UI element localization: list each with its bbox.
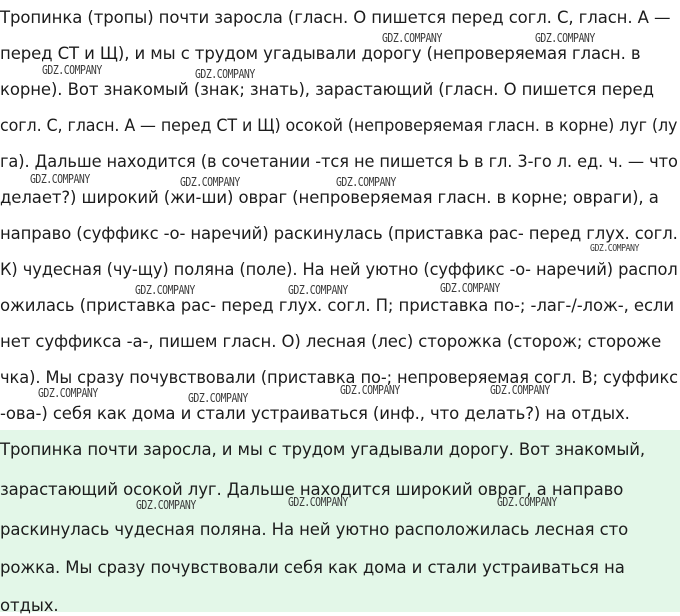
clean-line: отдых.	[0, 596, 59, 615]
watermark: GDZ.COMPANY	[382, 31, 442, 45]
watermark: GDZ.COMPANY	[42, 63, 102, 77]
clean-paragraph	[0, 430, 680, 615]
analysis-line: га). Дальше находится (в сочетании -тся не пишется Ь в гл. 3-го л. ед. ч. — что	[0, 152, 678, 171]
clean-line: рожка. Мы сразу почувствовали себя как дома и стали устраиваться на	[0, 558, 625, 577]
analysis-line: корне). Вот знакомый (знак; знать), зарастающий (гласн. О пишется перед	[0, 80, 654, 99]
analysis-line: К) чудесная (чу-щу) поляна (поле). На ней уютно (суффикс -о- наречий) распол	[0, 260, 678, 279]
watermark: GDZ.COMPANY	[195, 67, 255, 81]
clean-line: Тропинка почти заросла, и мы с трудом угадывали дорогу. Вот знакомый,	[0, 440, 646, 459]
watermark: GDZ.COMPANY	[336, 175, 396, 189]
analysis-line: Тропинка (тропы) почти заросла (гласн. О пишется перед согл. С, гласн. А —	[0, 8, 671, 27]
watermark: GDZ.COMPANY	[590, 243, 639, 254]
watermark: GDZ.COMPANY	[535, 31, 595, 45]
watermark: GDZ.COMPANY	[490, 383, 550, 397]
clean-line: раскинулась чудесная поляна. На ней уютно расположилась лесная сто	[0, 520, 629, 539]
watermark: GDZ.COMPANY	[340, 383, 400, 397]
watermark: GDZ.COMPANY	[497, 495, 557, 509]
analysis-line: нет суффикса -а-, пишем гласн. О) лесная (лес) сторожка (сторож; стороже	[0, 332, 662, 351]
watermark: GDZ.COMPANY	[288, 495, 348, 509]
analysis-line: чка). Мы сразу почувствовали (приставка по-; непроверяемая согл. В; суффикс	[0, 368, 679, 387]
watermark: GDZ.COMPANY	[288, 283, 348, 297]
clean-line: зарастающий осокой луг. Дальше находится широкий овраг, а направо	[0, 480, 624, 499]
analysis-line: делает?) широкий (жи-ши) овраг (непроверяемая гласн. в корне; овраги), а	[0, 188, 659, 207]
analysis-line: направо (суффикс -о- наречий) раскинулась (приставка рас- перед глух. согл.	[0, 224, 678, 243]
watermark: GDZ.COMPANY	[30, 172, 90, 186]
watermark: GDZ.COMPANY	[136, 498, 196, 512]
watermark: GDZ.COMPANY	[180, 175, 240, 189]
analysis-line: -ова-) себя как дома и стали устраиваться (инф., что делать?) на отдых.	[0, 404, 630, 423]
watermark: GDZ.COMPANY	[440, 281, 500, 295]
analysis-line: перед СТ и Щ), и мы с трудом угадывали дорогу (непроверяемая гласн. в	[0, 44, 641, 63]
watermark: GDZ.COMPANY	[135, 283, 195, 297]
watermark: GDZ.COMPANY	[188, 391, 248, 405]
analysis-line: согл. С, гласн. А — перед СТ и Щ) осокой (непроверяемая гласн. в корне) луг (лу	[0, 116, 678, 135]
watermark: GDZ.COMPANY	[38, 386, 98, 400]
analysis-line: ожилась (приставка рас- перед глух. согл. П; приставка по-; -лаг-/-лож-, если	[0, 296, 674, 315]
